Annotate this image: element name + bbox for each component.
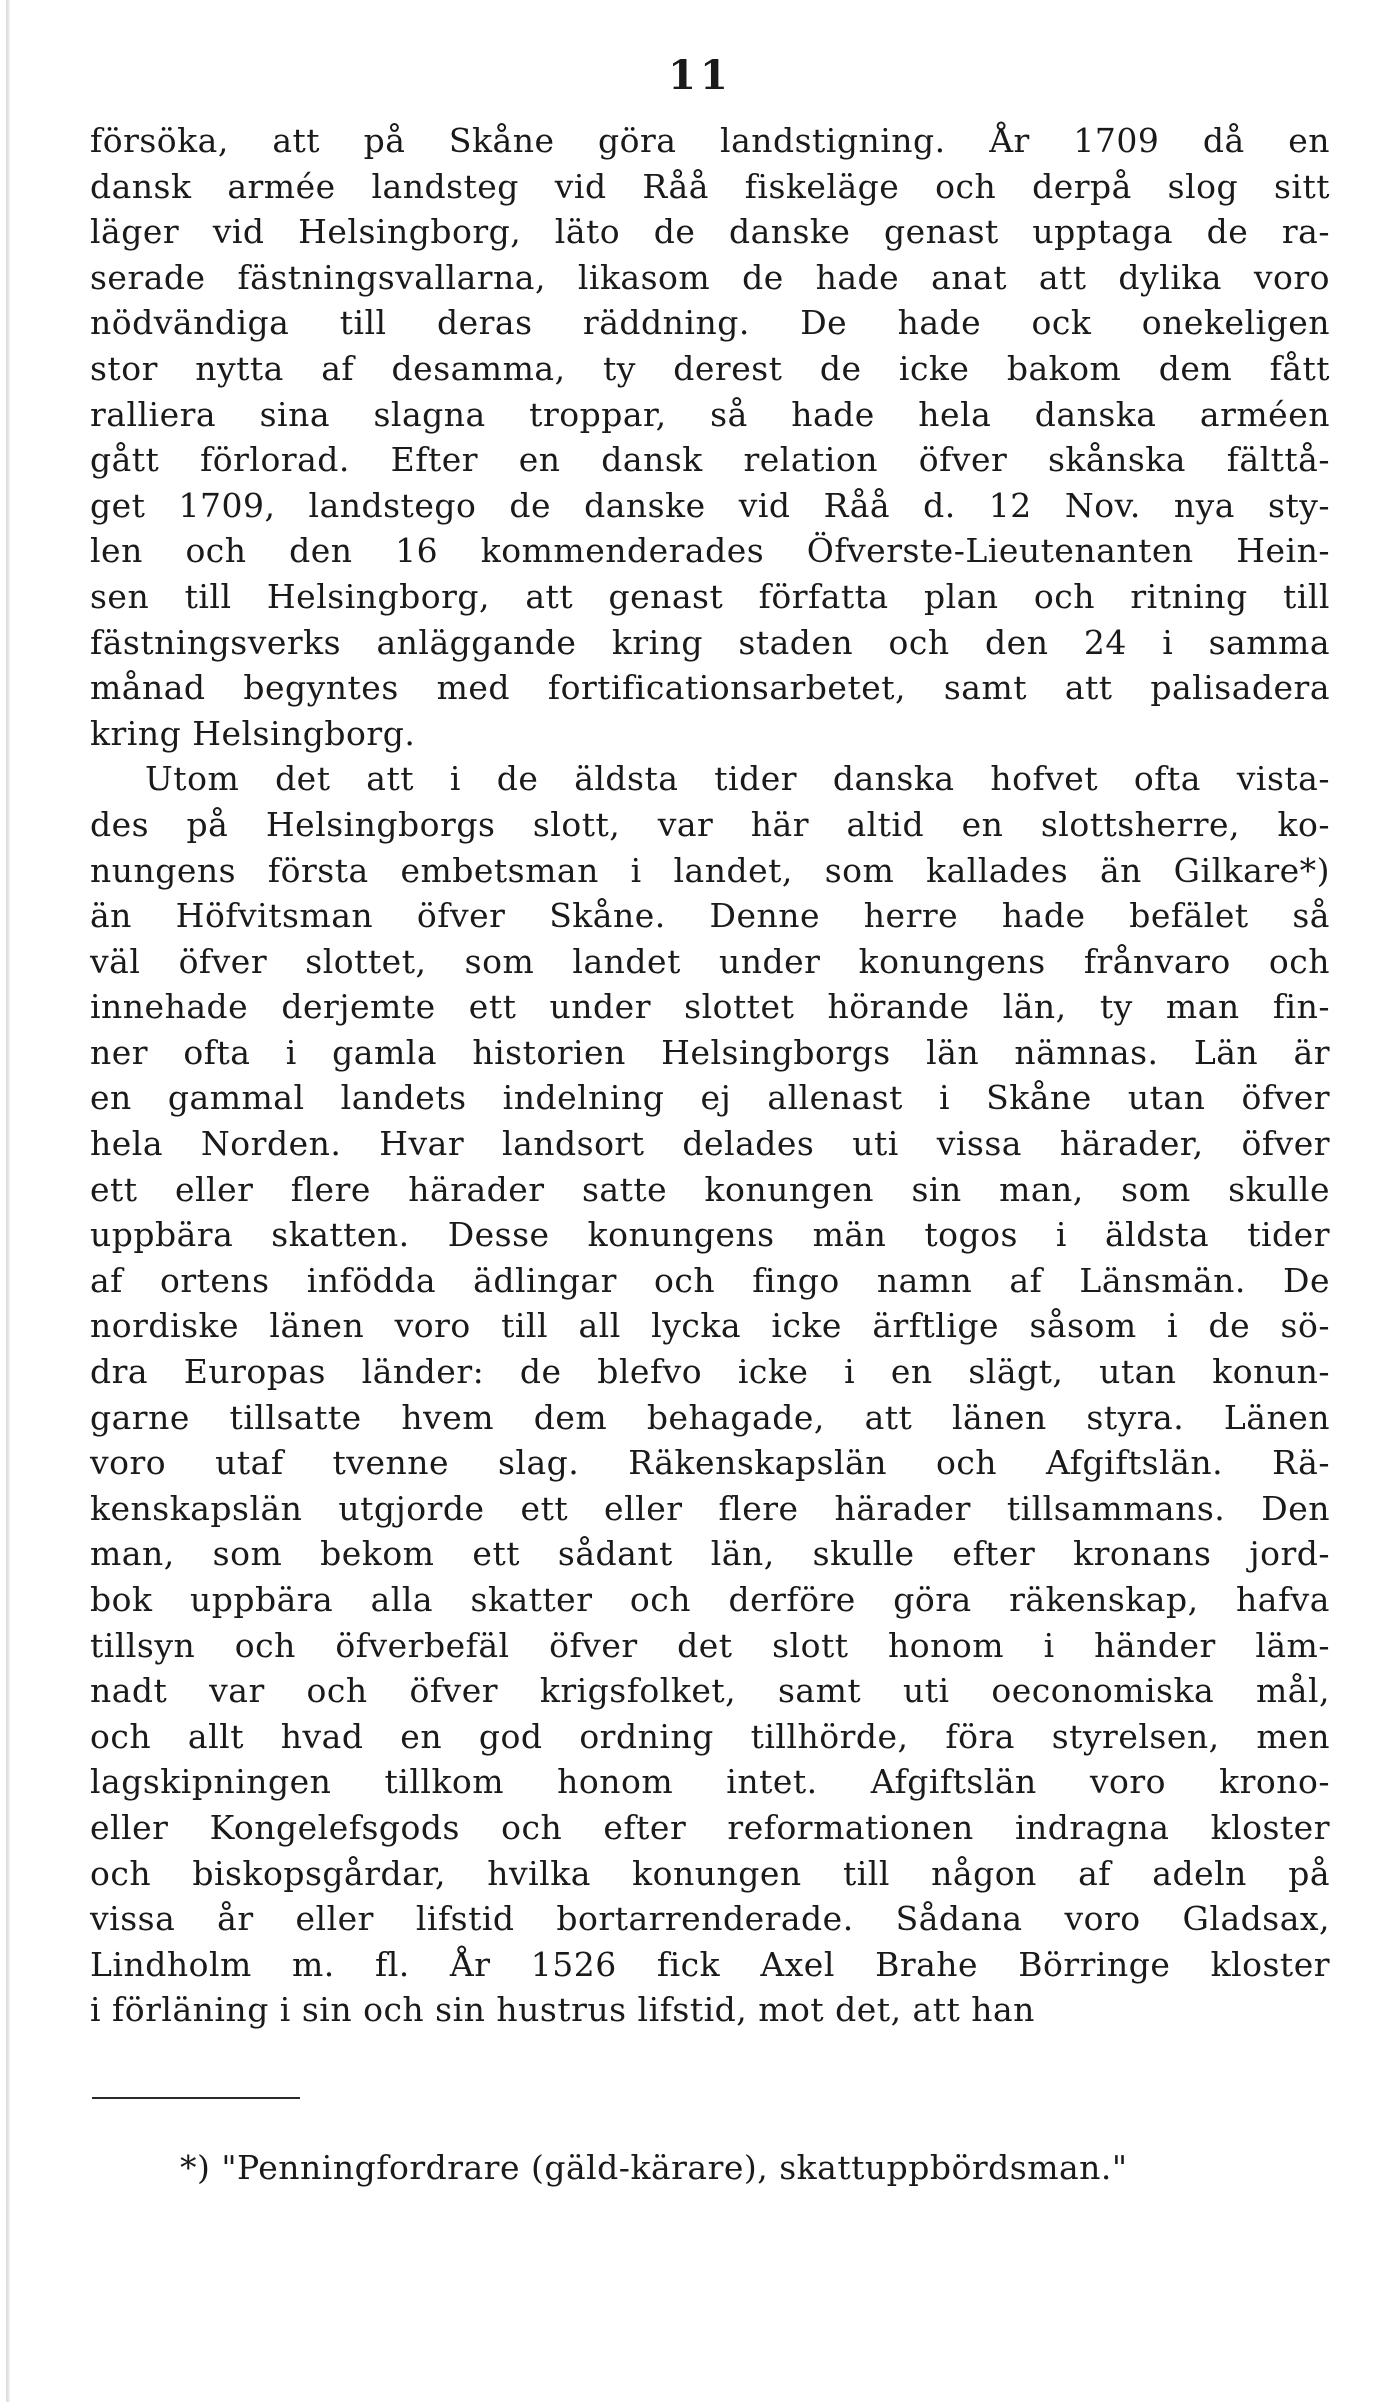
text-line: ett eller flere härader satte konungen sin man, som skulle (90, 1169, 1330, 1209)
text-line: garne tillsatte hvem dem behagade, att länen styra. Länen (90, 1397, 1330, 1437)
footnote-rule (92, 2097, 300, 2099)
text-line: eller Kongelefsgods och efter reformationen indragna kloster (90, 1807, 1330, 1847)
page-number: 11 (668, 52, 732, 99)
text-line: des på Helsingborgs slott, var här altid en slottsherre, ko- (90, 804, 1330, 844)
text-line: Lindholm m. fl. År 1526 fick Axel Brahe Börringe kloster (90, 1944, 1330, 1984)
text-line: gått förlorad. Efter en dansk relation öfver skånska fälttå- (90, 440, 1330, 480)
text-line: bok uppbära alla skatter och derföre göra räkenskap, hafva (90, 1580, 1330, 1619)
text-line: stor nytta af desamma, ty derest de icke bakom dem fått (90, 348, 1330, 388)
text-line: sen till Helsingborg, att genast författa plan och ritning till (90, 576, 1330, 616)
text-line: månad begyntes med fortificationsarbetet, samt att palisadera (90, 668, 1330, 708)
text-line: nungens första embetsman i landet, som kallades än Gilkare*) (90, 850, 1330, 890)
text-line: fästningsverks anläggande kring staden och den 24 i samma (90, 622, 1330, 662)
text-line: än Höfvitsman öfver Skåne. Denne herre hade befälet så (90, 896, 1330, 936)
text-line: hela Norden. Hvar landsort delades uti vissa härader, öfver (90, 1124, 1330, 1164)
text-line: ner ofta i gamla historien Helsingborgs län nämnas. Län är (90, 1032, 1330, 1072)
page-edge (6, 0, 10, 2402)
text-line: man, som bekom ett sådant län, skulle efter kronans jord- (90, 1534, 1330, 1574)
text-line: Utom det att i de äldsta tider danska hofvet ofta vista- (145, 759, 1330, 799)
text-line: en gammal landets indelning ej allenast i Skåne utan öfver (90, 1078, 1330, 1118)
text-line: innehade derjemte ett under slottet hörande län, ty man fin- (90, 987, 1330, 1027)
text-line: kring Helsingborg. (90, 713, 416, 753)
text-line: voro utaf tvenne slag. Räkenskapslän och Afgiftslän. Rä- (90, 1443, 1330, 1483)
text-line: tillsyn och öfverbefäl öfver det slott honom i händer läm- (90, 1625, 1330, 1665)
text-line: dansk armée landsteg vid Råå fiskeläge och derpå slog sitt (90, 166, 1330, 206)
text-line: väl öfver slottet, som landet under konungens frånvaro och (90, 941, 1330, 981)
text-line: af ortens infödda ädlingar och fingo namn af Länsmän. De (90, 1260, 1330, 1300)
text-line: serade fästningsvallarna, likasom de hade anat att dylika voro (90, 257, 1330, 297)
text-line: vissa år eller lifstid bortarrenderade. Sådana voro Gladsax, (90, 1899, 1330, 1939)
body-text (90, 118, 1330, 2033)
text-line: ralliera sina slagna troppar, så hade hela danska arméen (90, 394, 1330, 434)
text-line: och biskopsgårdar, hvilka konungen till någon af adeln på (90, 1853, 1330, 1893)
footnote: *) "Penningfordrare (gäld-kärare), skattuppbördsman." (180, 2148, 1128, 2187)
text-line: len och den 16 kommenderades Öfverste-Lieutenanten Hein- (90, 531, 1330, 571)
text-line: nadt var och öfver krigsfolket, samt uti oeconomiska mål, (90, 1671, 1330, 1711)
text-line: i förläning i sin och sin hustrus lifstid, mot det, att han (90, 1990, 1035, 2030)
text-line: uppbära skatten. Desse konungens män togos i äldsta tider (90, 1215, 1330, 1255)
text-line: lagskipningen tillkom honom intet. Afgiftslän voro krono- (90, 1762, 1330, 1802)
text-line: nordiske länen voro till all lycka icke ärftlige såsom i de sö- (90, 1306, 1330, 1346)
text-line: dra Europas länder: de blefvo icke i en slägt, utan konun- (90, 1352, 1330, 1392)
text-line: get 1709, landstego de danske vid Råå d. 12 Nov. nya sty- (90, 485, 1330, 525)
text-line: kenskapslän utgjorde ett eller flere härader tillsammans. Den (90, 1488, 1330, 1528)
text-line: nödvändiga till deras räddning. De hade ock onekeligen (90, 303, 1330, 343)
text-line: läger vid Helsingborg, läto de danske genast upptaga de ra- (90, 212, 1330, 252)
text-line: försöka, att på Skåne göra landstigning. År 1709 då en (90, 121, 1330, 160)
text-line: och allt hvad en god ordning tillhörde, föra styrelsen, men (90, 1716, 1330, 1756)
